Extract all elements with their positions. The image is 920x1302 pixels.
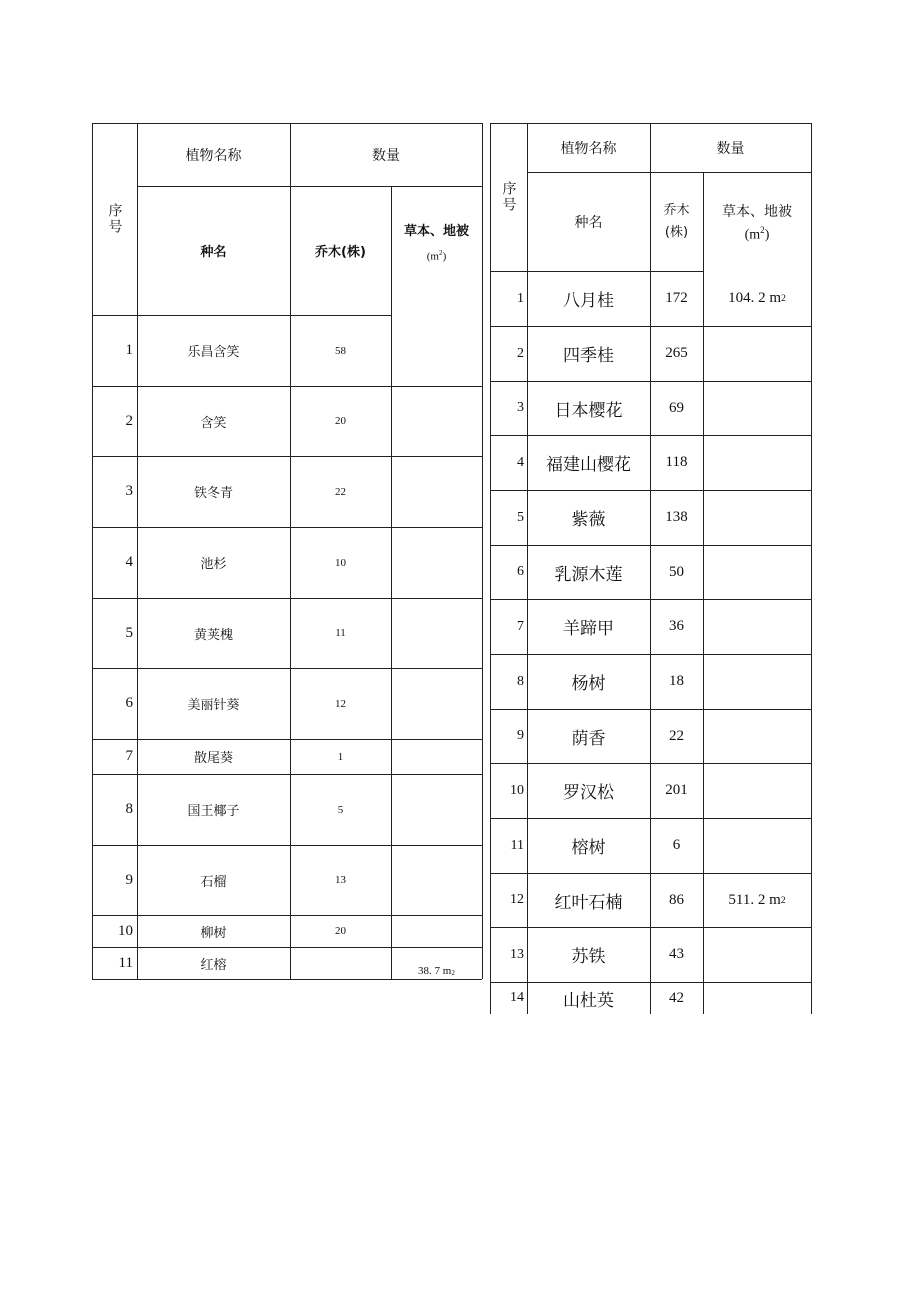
- tree-count: 172: [665, 290, 688, 306]
- species-name: 乳源木莲: [554, 564, 623, 585]
- herb-area: [703, 927, 811, 982]
- table-right-rule: [482, 123, 483, 979]
- tree-count: 22: [669, 727, 684, 744]
- species-name: 红榕: [200, 957, 227, 973]
- herb-area: [703, 763, 811, 818]
- row-index: 8: [125, 801, 133, 817]
- tree-count: 20: [335, 415, 346, 427]
- row-index: 2: [125, 412, 133, 429]
- herb-area: [703, 982, 811, 1014]
- tree-count: 22: [335, 485, 346, 498]
- tree-count: 201: [665, 782, 688, 798]
- herb-area: [703, 435, 811, 490]
- row-index: 11: [510, 837, 524, 853]
- tree-count: 20: [335, 925, 346, 937]
- species-name: 山杜英: [563, 990, 614, 1011]
- row-index: 7: [125, 748, 133, 764]
- species-name: 池杉: [200, 557, 227, 572]
- tree-count: 1: [337, 750, 344, 763]
- species-name: 黄荚槐: [193, 627, 233, 643]
- tree-count: [290, 947, 391, 979]
- header-herb-unit: $(m^2)$: [426, 248, 447, 263]
- header-tree: 乔木(株): [663, 202, 690, 240]
- header-herb-unit: $(m^2)$: [744, 224, 770, 243]
- header-herb: [703, 172, 811, 272]
- species-name: 荫香: [571, 728, 606, 749]
- species-name: 四季桂: [563, 346, 614, 366]
- row-rule: [92, 979, 482, 980]
- row-index: 6: [125, 695, 133, 711]
- tree-count: 5: [337, 803, 344, 816]
- herb-area: 511. 2 m 2: [728, 891, 786, 908]
- herb-area: [703, 599, 811, 654]
- header-seq: 序号: [500, 181, 517, 213]
- table-right-rule: [811, 123, 812, 1014]
- tree-count: 265: [665, 345, 688, 361]
- herb-area: [391, 915, 482, 947]
- row-index: 9: [517, 728, 524, 743]
- row-index: 8: [517, 673, 524, 689]
- row-index: 11: [118, 954, 133, 971]
- herb-area: [703, 381, 811, 435]
- herb-area: [391, 456, 482, 527]
- herb-area: [391, 668, 482, 739]
- herb-area: [703, 326, 811, 381]
- herb-area: [391, 774, 482, 845]
- tree-count: 11: [335, 627, 346, 639]
- header-seq: 序号: [106, 203, 123, 235]
- herb-area: 38. 7 m 2: [418, 965, 455, 977]
- herb-area: [703, 490, 811, 545]
- header-species: 种名: [574, 214, 603, 231]
- species-name: 红叶石楠: [554, 892, 623, 913]
- tree-count: 6: [672, 837, 681, 853]
- row-index: 10: [118, 922, 133, 939]
- tree-count: 58: [335, 344, 346, 357]
- header-quantity: 数量: [716, 140, 745, 157]
- species-name: 榕树: [571, 838, 606, 858]
- row-index: 13: [510, 946, 524, 962]
- species-name: 铁冬青: [193, 486, 233, 501]
- header-tree: 乔木(株): [315, 245, 366, 260]
- species-name: 罗汉松: [563, 783, 614, 803]
- tree-count: 138: [665, 509, 688, 525]
- tree-count: 69: [669, 399, 684, 416]
- species-name: 含笑: [200, 415, 227, 431]
- tree-count: 18: [669, 673, 684, 689]
- species-name: 苏铁: [571, 947, 606, 967]
- herb-area: [703, 545, 811, 599]
- species-name: 紫薇: [571, 510, 606, 530]
- header-quantity: 数量: [372, 147, 400, 164]
- tree-count: 12: [335, 697, 346, 710]
- header-plant-name: 植物名称: [185, 147, 242, 164]
- row-index: 12: [510, 892, 524, 907]
- row-index: 1: [517, 290, 524, 306]
- herb-area: [391, 739, 482, 774]
- herb-area: [391, 386, 482, 456]
- header-herb-label: 草本、地被: [722, 203, 792, 220]
- herb-area: [391, 315, 482, 386]
- species-name: 福建山樱花: [546, 455, 631, 475]
- header-herb: [391, 186, 482, 296]
- header-herb-label: 草本、地被: [403, 223, 469, 239]
- row-index: 2: [517, 345, 524, 361]
- row-index: 9: [125, 871, 133, 888]
- herb-area: [391, 598, 482, 668]
- row-index: 3: [125, 483, 133, 499]
- herb-area: [391, 845, 482, 915]
- row-index: 7: [517, 618, 524, 634]
- herb-area: [703, 709, 811, 763]
- tree-count: 42: [669, 989, 684, 1006]
- species-name: 乐昌含笑: [187, 345, 240, 360]
- row-index: 1: [125, 342, 133, 358]
- herb-area: [703, 654, 811, 709]
- species-name: 日本樱花: [554, 400, 623, 421]
- tree-count: 13: [335, 874, 346, 886]
- species-name: 八月桂: [563, 291, 614, 311]
- tree-count: 50: [669, 563, 684, 580]
- tree-count: 118: [665, 454, 688, 470]
- row-index: 6: [517, 564, 524, 579]
- row-index: 4: [517, 454, 524, 470]
- herb-area: 104. 2 m 2: [728, 290, 786, 306]
- herb-area: [703, 818, 811, 873]
- tree-count: 86: [669, 891, 684, 908]
- species-name: 石榴: [200, 874, 227, 890]
- tree-count: 10: [335, 556, 346, 569]
- row-index: 5: [125, 624, 133, 641]
- species-name: 散尾葵: [193, 751, 233, 766]
- header-plant-name: 植物名称: [560, 140, 617, 157]
- row-index: 10: [510, 782, 524, 798]
- species-name: 国王椰子: [187, 804, 240, 819]
- species-name: 羊蹄甲: [563, 619, 614, 639]
- species-name: 美丽针葵: [187, 698, 240, 713]
- species-name: 柳树: [200, 925, 227, 941]
- row-index: 4: [125, 554, 133, 570]
- row-index: 14: [510, 990, 524, 1005]
- tree-count: 43: [669, 946, 684, 962]
- row-index: 3: [517, 400, 524, 415]
- species-name: 杨树: [571, 674, 606, 694]
- row-index: 5: [517, 509, 524, 525]
- herb-area: [391, 527, 482, 598]
- tree-count: 36: [669, 618, 684, 634]
- header-species: 种名: [200, 245, 227, 260]
